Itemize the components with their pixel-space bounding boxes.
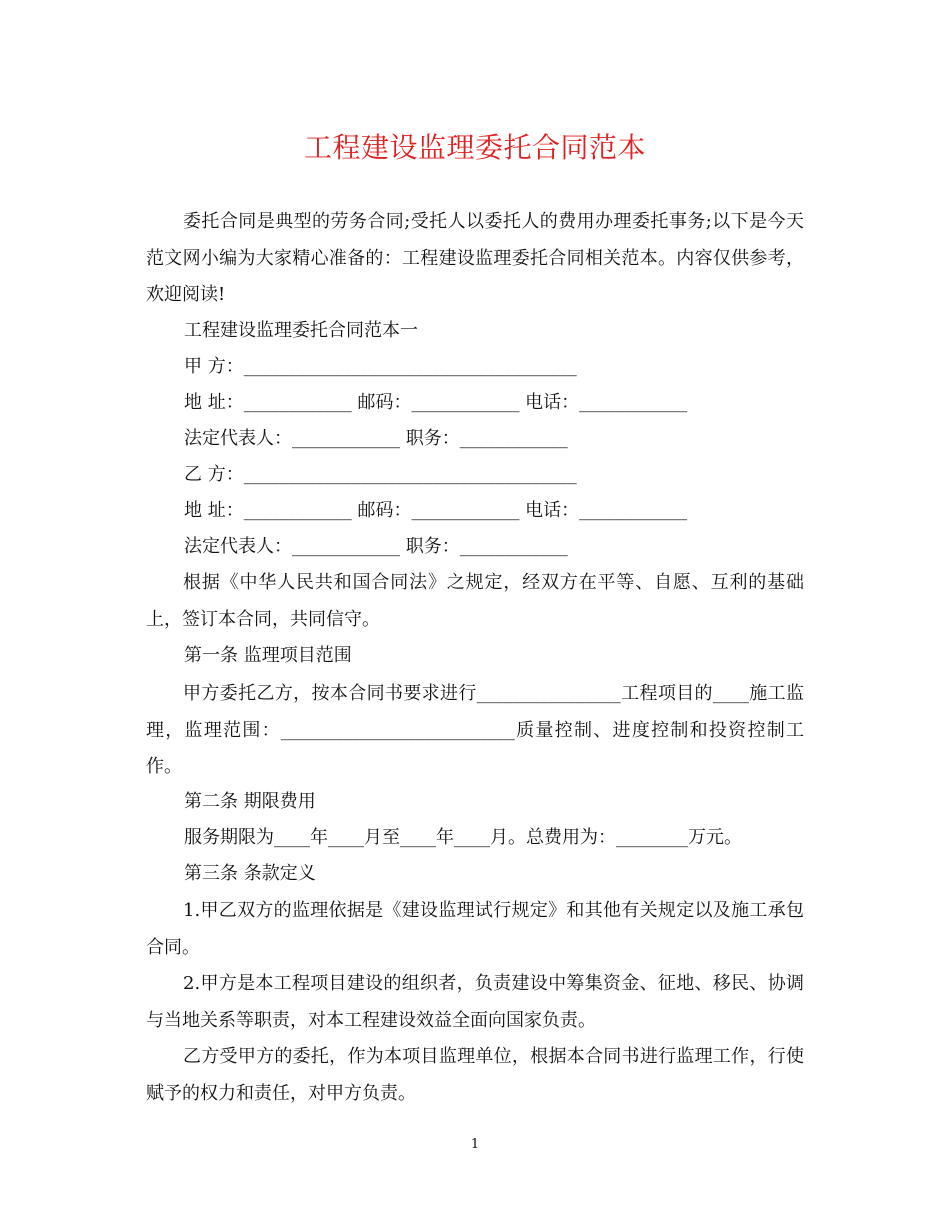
article-3-heading: 第三条 条款定义 (184, 863, 316, 884)
article-1-body: 甲方委托乙方，按本合同书要求进行________________工程项目的____施工监理，监理范围：__________________________质量控制、进度控制和投资控制工作。 (146, 683, 804, 777)
page-number: 1 (470, 1137, 480, 1152)
clause-1: 1.甲乙双方的监理依据是《建设监理试行规定》和其他有关规定以及施工承包合同。 (146, 900, 804, 958)
article-1-heading: 第一条 监理项目范围 (184, 645, 352, 666)
party-b-line: 乙 方：_____________________________________ (184, 464, 577, 485)
intro-paragraph: 委托合同是典型的劳务合同;受托人以委托人的费用办理委托事务;以下是今天范文网小编为大家精心准备的：工程建设监理委托合同相关范本。内容仅供参考，欢迎阅读! (146, 211, 804, 305)
article-2-body: 服务期限为____年____月至____年____月。总费用为：________万元。 (184, 827, 742, 848)
clause-2-continuation: 乙方受甲方的委托，作为本项目监理单位，根据本合同书进行监理工作，行使赋予的权力和责任，对甲方负责。 (146, 1046, 804, 1104)
party-b-representative-line: 法定代表人：____________ 职务：____________ (184, 536, 568, 557)
party-a-line: 甲 方：_____________________________________ (184, 356, 577, 377)
party-a-representative-line: 法定代表人：____________ 职务：____________ (184, 428, 568, 449)
party-b-contact-line: 地 址：____________ 邮码：____________ 电话：____________ (184, 500, 688, 521)
clause-2: 2.甲方是本工程项目建设的组织者，负责建设中筹集资金、征地、移民、协调与当地关系等职责，对本工程建设效益全面向国家负责。 (146, 973, 804, 1031)
basis-paragraph: 根据《中华人民共和国合同法》之规定，经双方在平等、自愿、互利的基础上，签订本合同，共同信守。 (146, 572, 804, 630)
article-2-heading: 第二条 期限费用 (184, 791, 316, 812)
section-heading: 工程建设监理委托合同范本一 (184, 320, 418, 341)
party-a-contact-line: 地 址：____________ 邮码：____________ 电话：____________ (184, 392, 688, 413)
document-title: 工程建设监理委托合同范本 (303, 131, 646, 164)
